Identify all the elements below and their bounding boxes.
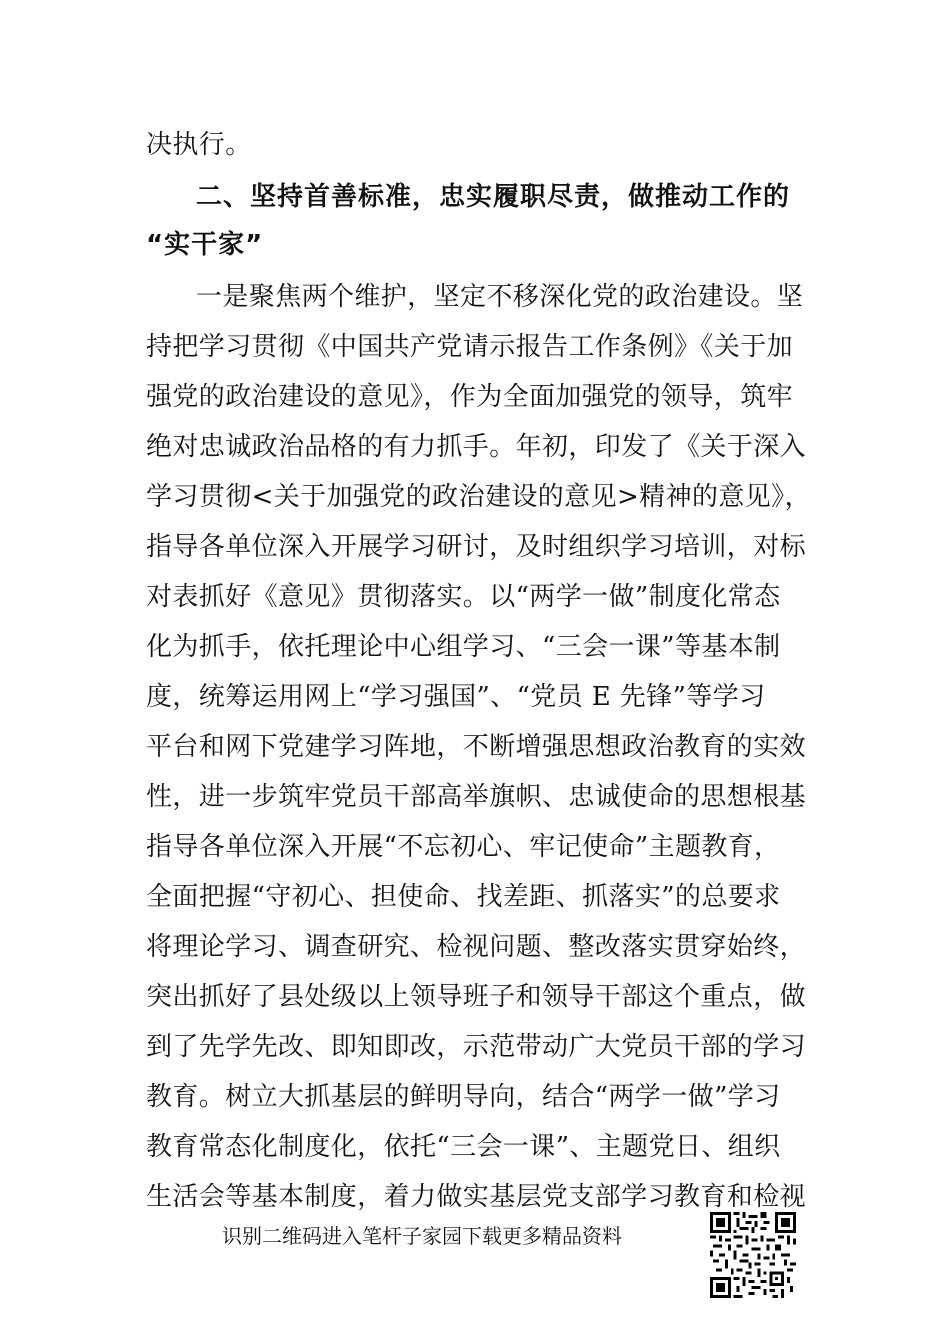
body-line: 学习贯彻<关于加强党的政治建设的意见>精神的意见》， [146, 482, 811, 512]
body-line: 教育常态化制度化，依托“三会一课”、主题党日、组织 [146, 1132, 781, 1162]
body-line: 性，进一步筑牢党员干部高举旗帜、忠诚使命的思想根基 [146, 782, 807, 812]
body-line: 绝对忠诚政治品格的有力抓手。年初，印发了《关于深入 [146, 432, 807, 462]
body-line: 强党的政治建设的意见》，作为全面加强党的领导，筑牢 [146, 382, 794, 412]
body-line: 指导各单位深入开展“不忘初心、牢记使命”主题教育， [146, 832, 781, 862]
body-line: 平台和网下党建学习阵地，不断增强思想政治教育的实效 [146, 732, 807, 762]
footer-promo-text: 识别二维码进入笔杆子家园下载更多精品资料 [222, 1224, 622, 1248]
body-line: 度，统筹运用网上“学习强国”、“党员 E 先锋”等学习 [146, 682, 766, 712]
body-line: 全面把握“守初心、担使命、找差距、抓落实”的总要求 [146, 882, 781, 912]
body-line-1: 决执行。 [146, 130, 252, 160]
body-line: 将理论学习、调查研究、检视问题、整改落实贯穿始终， [146, 932, 807, 962]
body-line: 突出抓好了县处级以上领导班子和领导干部这个重点，做 [146, 982, 807, 1012]
paragraph-first-line: 一是聚焦两个维护，坚定不移深化党的政治建设。坚 [196, 282, 804, 312]
body-line: 指导各单位深入开展学习研讨，及时组织学习培训，对标 [146, 532, 807, 562]
body-line: 化为抓手，依托理论中心组学习、“三会一课”等基本制 [146, 632, 781, 662]
body-line: 对表抓好《意见》贯彻落实。以“两学一做”制度化常态 [146, 582, 781, 612]
body-line: 到了先学先改、即知即改，示范带动广大党员干部的学习 [146, 1032, 807, 1062]
qr-code-icon[interactable] [710, 1212, 796, 1298]
body-line: 教育。树立大抓基层的鲜明导向，结合“两学一做”学习 [146, 1082, 781, 1112]
section-heading-line-1: 二、坚持首善标准，忠实履职尽责，做推动工作的 [196, 182, 791, 212]
section-heading-line-2: “实干家” [146, 230, 264, 260]
body-line: 生活会等基本制度，着力做实基层党支部学习教育和检视 [146, 1182, 807, 1212]
body-line: 持把学习贯彻《中国共产党请示报告工作条例》《关于加 [146, 332, 794, 362]
